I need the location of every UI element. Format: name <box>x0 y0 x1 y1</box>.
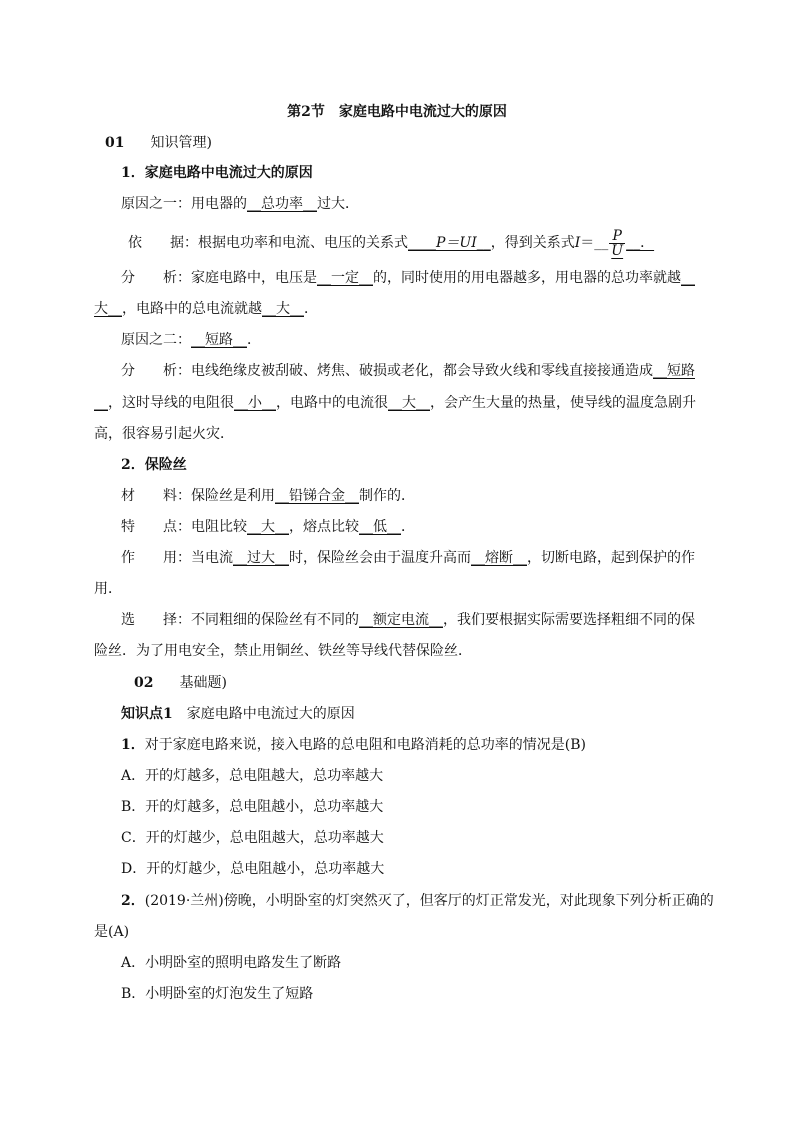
knowledge-heading-2: 2．保险丝 <box>121 457 187 473</box>
fraction-denominator: U <box>611 242 624 259</box>
selection-text: 不同粗细的保险丝有不同的 <box>191 612 359 628</box>
question-number: 2． <box>121 893 145 909</box>
section-heading-basic <box>134 673 227 693</box>
question-2-option-a: A．小明卧室的照明电路发生了断路 <box>121 955 342 971</box>
fraction <box>609 229 625 258</box>
answer-blank: __铅锑合金__ <box>275 488 359 504</box>
analysis-text-3: ，电路中的总电流就越 <box>122 301 262 317</box>
knowledge-heading-1: 1．家庭电路中电流过大的原因 <box>121 165 313 181</box>
selection-text-2: ，我们要根据实际需要选择粗细不同的保 <box>443 612 695 628</box>
function-text-2: 时，保险丝会由于温度升高而 <box>289 550 471 566</box>
material-text: 保险丝是利用 <box>191 488 275 504</box>
analysis-label: 分 析： <box>121 270 191 286</box>
reason-two-text: 原因之二： <box>121 332 191 348</box>
selection-label: 选 择： <box>121 612 191 628</box>
current-symbol: I <box>574 235 581 251</box>
reason-one-text-end: 过大． <box>317 196 359 212</box>
question-1-stem <box>121 735 586 755</box>
answer-blank-end: __． <box>626 235 655 251</box>
answer-blank: __小__ <box>234 395 276 411</box>
analysis-two-line1 <box>121 361 695 381</box>
analysis-text-2: ，这时导线的电阻很 <box>108 395 234 411</box>
section-number: 02 <box>134 675 154 691</box>
analysis-one-line2 <box>94 299 318 319</box>
answer-blank: __一定__ <box>317 270 373 286</box>
material-line <box>121 486 415 506</box>
answer-blank: __大__ <box>247 519 289 535</box>
analysis-two-line2 <box>94 393 696 413</box>
feature-text: 电阻比较 <box>191 519 247 535</box>
selection-line2: 险丝．为了用电安全，禁止用铜丝、铁丝等导线代替保险丝． <box>94 643 472 659</box>
function-line1 <box>121 548 695 568</box>
function-line2: 用． <box>94 581 122 597</box>
analysis-text-2: 的，同时使用的用电器越多，用电器的总功率就越 <box>373 270 681 286</box>
question-text: 对于家庭电路来说，接入电路的总电阻和电路消耗的总功率的情况是(B) <box>144 737 586 753</box>
knowledge-point-label: 知识点1 <box>121 706 173 722</box>
selection-line1 <box>121 610 695 630</box>
feature-text-2: ，熔点比较 <box>289 519 359 535</box>
reason-one <box>121 194 359 214</box>
question-1-option-d: D．开的灯越少，总电阻越小，总功率越大 <box>121 861 385 877</box>
function-text: 当电流 <box>191 550 233 566</box>
reason-two-end: ． <box>247 332 261 348</box>
question-2-option-b: B．小明卧室的灯泡发生了短路 <box>121 986 314 1002</box>
basis-text-2: ，得到关系式 <box>490 235 575 251</box>
knowledge-point-title: 家庭电路中电流过大的原因 <box>172 706 355 722</box>
knowledge-point-1 <box>121 704 355 724</box>
answer-blank: __短路__ <box>191 332 247 348</box>
analysis-text: 电线绝缘皮被刮破、烤焦、破损或老化，都会导致火线和零线直接接通造成 <box>191 363 653 379</box>
reason-two <box>121 330 261 350</box>
page-title: 第2节 家庭电路中电流过大的原因 <box>287 104 507 120</box>
feature-line <box>121 517 415 537</box>
analysis-two-line3: 高，很容易引起火灾． <box>94 426 234 442</box>
question-1-option-a: A．开的灯越多，总电阻越大，总功率越大 <box>121 768 384 784</box>
basis-text: 根据电功率和电流、电压的关系式 <box>198 235 408 251</box>
answer-blank: __额定电流__ <box>359 612 443 628</box>
analysis-text-3: ，电路中的电流很 <box>276 395 388 411</box>
basis-line <box>128 228 654 258</box>
section-number: 01 <box>105 135 125 151</box>
answer-blank: __低__ <box>359 519 401 535</box>
equals-sign: ＝__ <box>580 235 609 251</box>
analysis-text: 家庭电路中，电压是 <box>191 270 317 286</box>
question-1-option-c: C．开的灯越少，总电阻越大，总功率越大 <box>121 830 384 846</box>
answer-blank: __短路 <box>653 363 695 379</box>
function-label: 作 用： <box>121 550 191 566</box>
answer-blank: __大__ <box>388 395 430 411</box>
analysis-one-line1 <box>121 268 695 288</box>
question-number: 1． <box>121 737 145 753</box>
section-heading-knowledge <box>105 133 212 153</box>
analysis-text-4: ． <box>304 301 318 317</box>
section-label: 基础题) <box>179 675 227 691</box>
material-label: 材 料： <box>121 488 191 504</box>
fraction-numerator: P <box>612 227 622 244</box>
question-text: (2019·兰州)傍晚，小明卧室的灯突然灭了，但客厅的灯正常发光，对此现象下列分析正确的 <box>144 893 714 909</box>
answer-blank: __熔断__ <box>471 550 527 566</box>
feature-label: 特 点： <box>121 519 191 535</box>
feature-text-3: ． <box>401 519 415 535</box>
answer-blank: __ <box>94 395 108 411</box>
answer-blank: __总功率__ <box>247 196 317 212</box>
question-2-stem-line2: 是(A) <box>94 924 130 940</box>
answer-blank: 大__ <box>94 301 122 317</box>
answer-blank: __ <box>681 270 695 286</box>
section-label: 知识管理) <box>150 135 212 151</box>
analysis-text-4: ，会产生大量的热量，使导线的温度急剧升 <box>430 395 696 411</box>
reason-one-text: 原因之一：用电器的 <box>121 196 247 212</box>
answer-blank: __大__ <box>262 301 304 317</box>
question-2-stem <box>121 891 714 911</box>
answer-blank: ____P＝UI__ <box>408 235 491 251</box>
analysis-label: 分 析： <box>121 363 191 379</box>
basis-label: 依 据： <box>128 235 198 251</box>
material-text-2: 制作的． <box>359 488 415 504</box>
answer-blank: __过大__ <box>233 550 289 566</box>
question-1-option-b: B．开的灯越多，总电阻越小，总功率越大 <box>121 799 384 815</box>
function-text-3: ，切断电路，起到保护的作 <box>527 550 695 566</box>
